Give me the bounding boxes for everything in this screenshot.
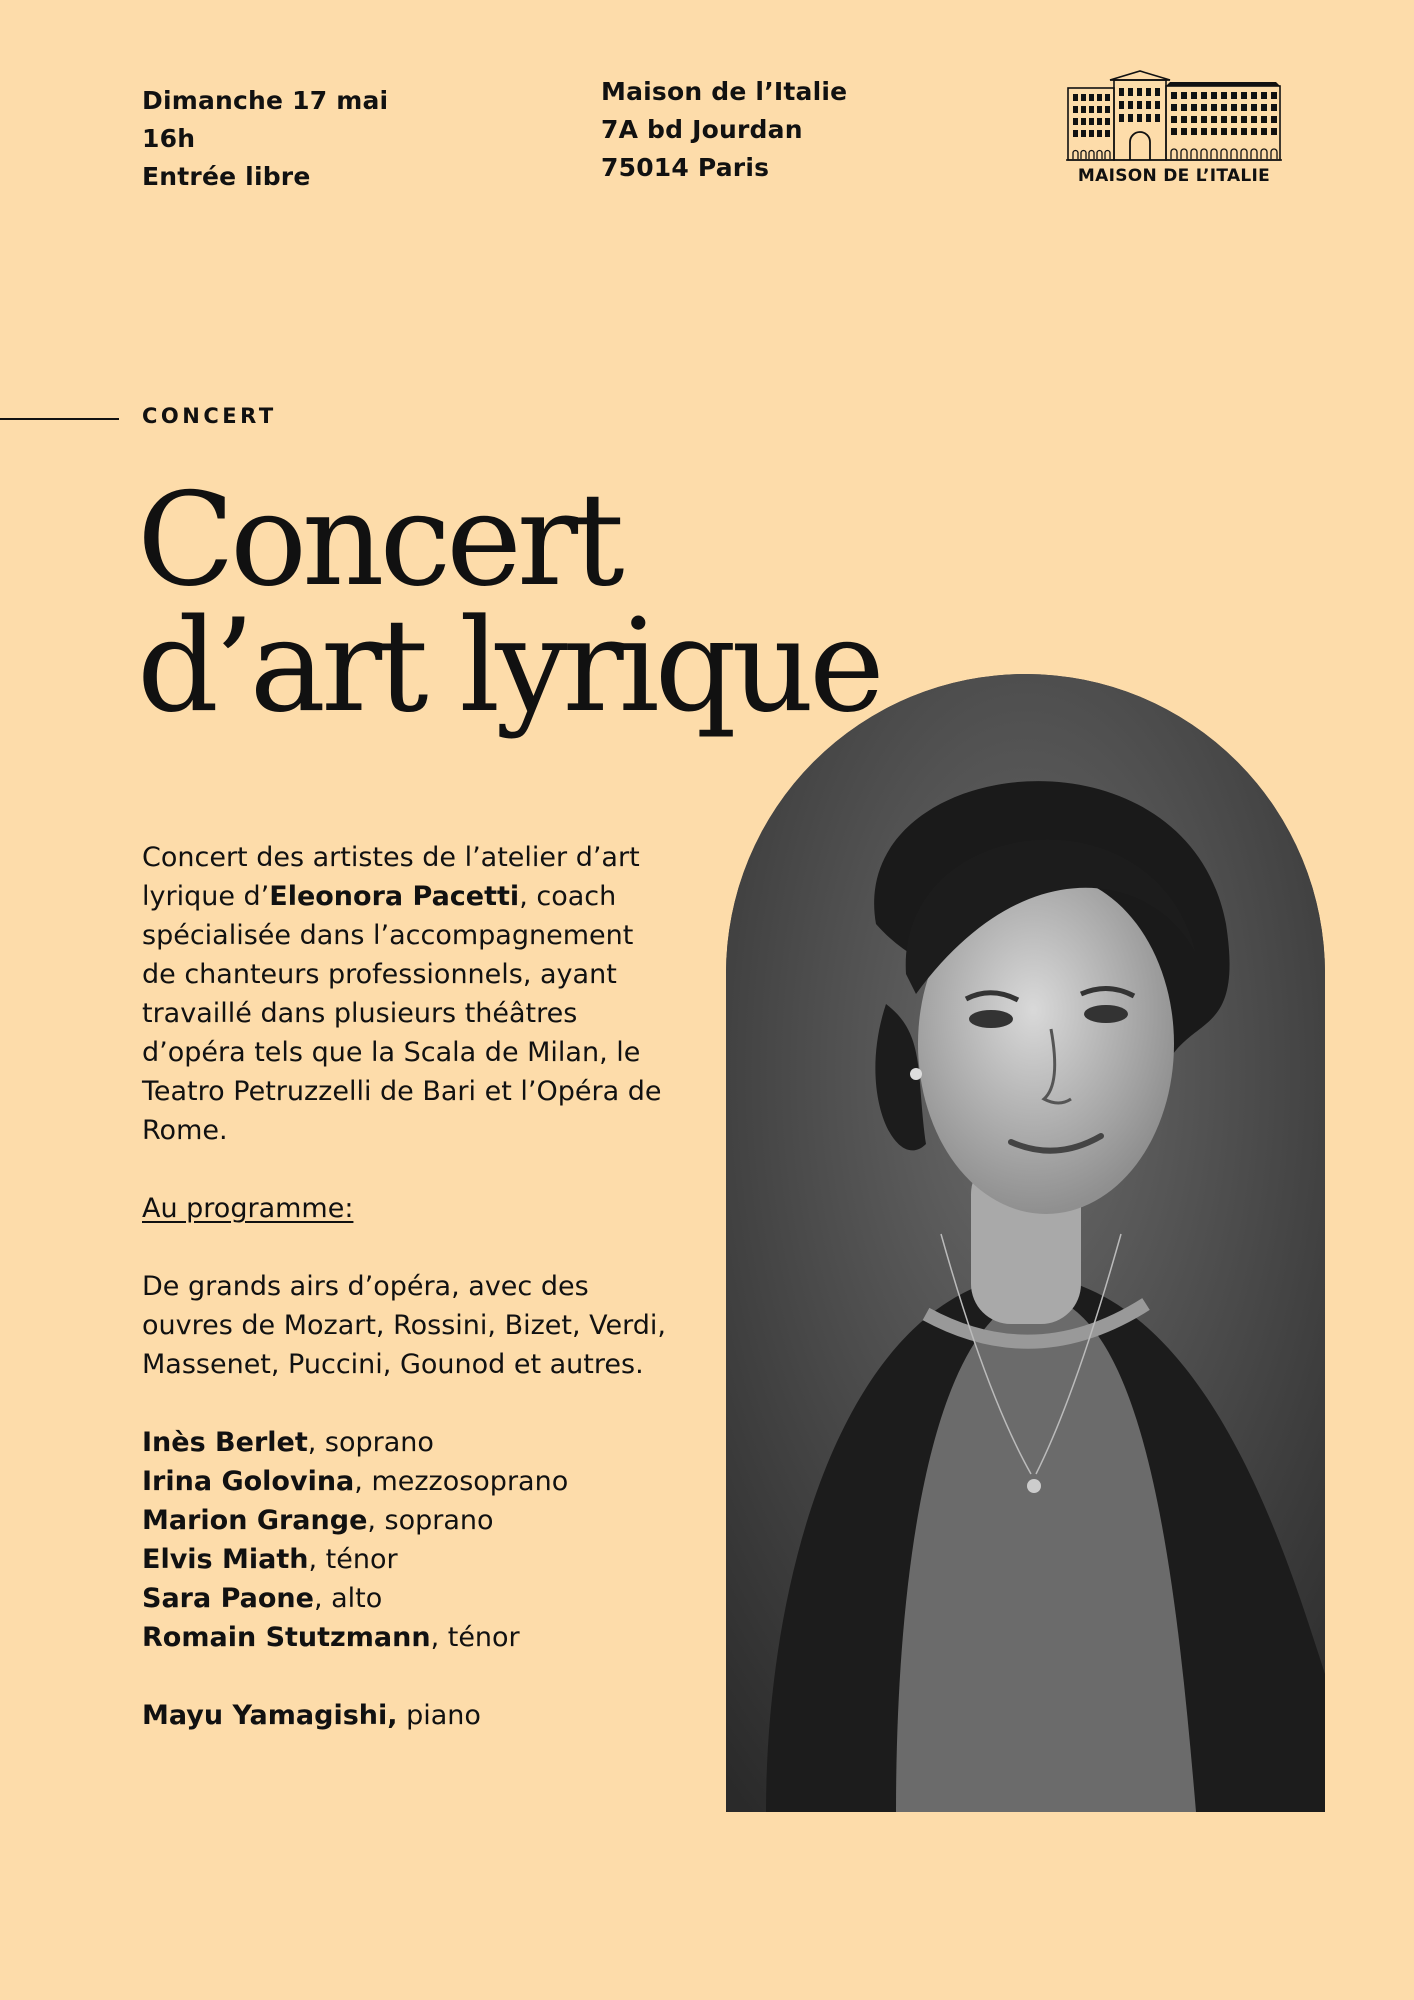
performer-item: Elvis Miath, ténor bbox=[142, 1544, 398, 1575]
venue-info bbox=[601, 73, 847, 187]
coach-name: Eleonora Pacetti bbox=[269, 881, 520, 912]
performer-item: Inès Berlet, soprano bbox=[142, 1427, 434, 1458]
event-info bbox=[142, 82, 388, 196]
description-paragraph: Concert des artistes de l’atelier d’art lyrique d’Eleonora Pacetti, coach spécialisée dans l’accompagnement de chanteurs professionnels, ayant travaillé dans plusieurs théâtres d’opéra tels que la Scala de Milan, le Teatro Petruzzelli de Bari et l’Opéra de Rome. bbox=[142, 842, 662, 1146]
page-title bbox=[137, 466, 880, 741]
section-rule bbox=[0, 418, 119, 420]
portrait-photo bbox=[726, 674, 1325, 1812]
venue-city: 75014 Paris bbox=[601, 153, 770, 182]
performer-item: Marion Grange, soprano bbox=[142, 1505, 494, 1536]
title-line-2: d’art lyrique bbox=[137, 592, 880, 741]
performer-item: Sara Paone, alto bbox=[142, 1583, 383, 1614]
portrait-illustration bbox=[726, 674, 1325, 1812]
event-time: 16h bbox=[142, 124, 196, 153]
venue-name: Maison de l’Italie bbox=[601, 77, 848, 106]
performer-item: Romain Stutzmann, ténor bbox=[142, 1622, 520, 1653]
performer-list bbox=[142, 1423, 672, 1657]
performer-item: Irina Golovina, mezzosoprano bbox=[142, 1466, 569, 1497]
event-admission: Entrée libre bbox=[142, 162, 311, 191]
building-icon bbox=[1066, 70, 1282, 162]
program-text: De grands airs d’opéra, avec des ouvres de Mozart, Rossini, Bizet, Verdi, Massenet, Puccini, Gounod et autres. bbox=[142, 1271, 666, 1380]
venue-logo bbox=[1066, 70, 1282, 186]
venue-street: 7A bd Jourdan bbox=[601, 115, 803, 144]
pianist: Mayu Yamagishi, piano bbox=[142, 1700, 481, 1731]
title-line-1: Concert bbox=[137, 466, 620, 615]
category-label: CONCERT bbox=[142, 404, 277, 428]
event-date: Dimanche 17 mai bbox=[142, 86, 389, 115]
program-heading: Au programme: bbox=[142, 1193, 354, 1224]
logo-text: MAISON DE L’ITALIE bbox=[1077, 166, 1271, 186]
event-description bbox=[142, 838, 672, 1735]
